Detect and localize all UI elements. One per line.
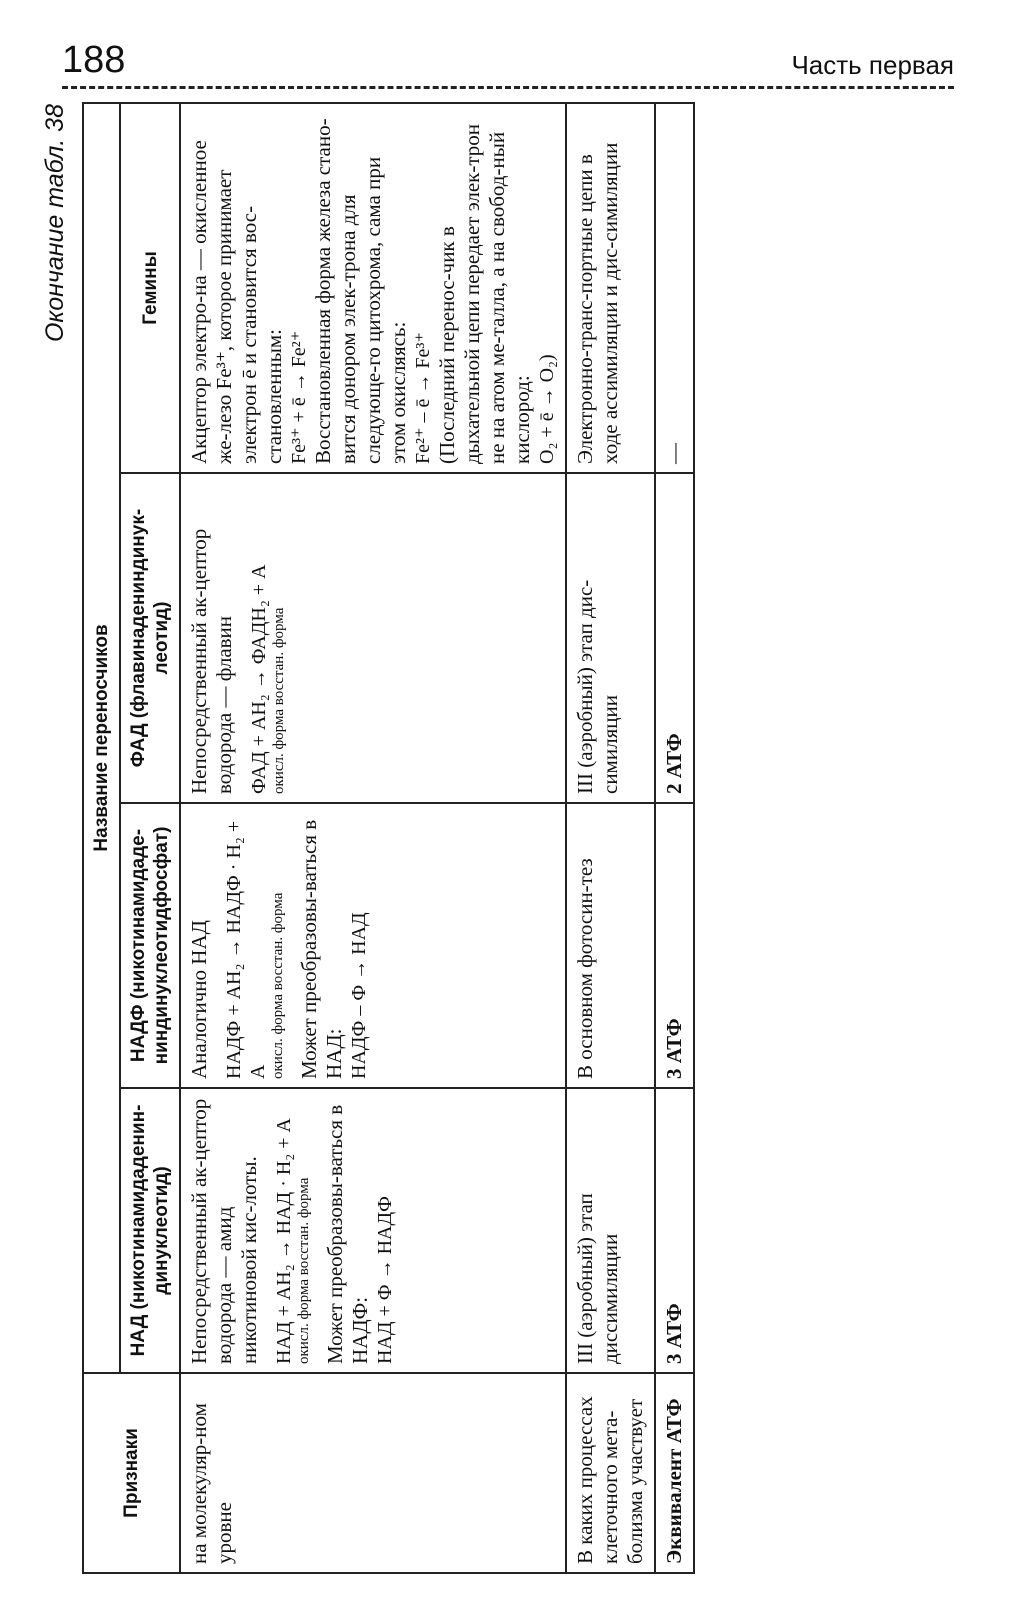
fad-description: Непосредственный ак-цептор водорода — флавин xyxy=(187,528,236,794)
carriers-group-header: Название переносчиков xyxy=(83,103,120,1373)
nadf-description: Аналогично НАД xyxy=(187,920,211,1079)
cell-nadf-molecular xyxy=(180,803,566,1088)
nadf-equation-note: окисл. форма восстан. форма xyxy=(270,892,286,1079)
row-label-process: В каких процессах клеточного мета-болизма участвует xyxy=(566,1373,655,1573)
hemin-text-3: (Последний перенос-чик в дыхательной цепи передает элек-трон не на атом ме-талла, а на свобод-ный кислород: xyxy=(435,123,534,464)
cell-hemin-molecular xyxy=(180,103,566,473)
hemin-equation-2: Fe²⁺ – ē → Fe³⁺ xyxy=(412,332,434,464)
nadf-equation: НАДФ + АН₂ → НАДФ · Н₂ + А xyxy=(223,820,269,1079)
nadf-conversion-equation: НАДФ – Ф → НАД xyxy=(348,912,370,1079)
row-label-molecular: на молекуляр-ном уровне xyxy=(180,1373,566,1573)
carriers-table xyxy=(82,102,695,1574)
fad-equation: ФАД + АН₂ → ФАДН₂ + А xyxy=(248,564,270,794)
fad-equation-note: окисл. форма восстан. форма xyxy=(271,607,287,794)
hemin-text-1: Акцептор электро-на — окисленное же-лезо Fe³⁺, которое принимает электрон ē и становится вос-становленным: xyxy=(187,140,286,464)
header-divider xyxy=(62,86,954,89)
nad-description: Непосредственный ак-цептор водорода — амид никотиновой кис-лоты. xyxy=(187,1098,261,1364)
table-caption: Окончание табл. 38 xyxy=(41,104,69,343)
cell-nadf-process: В основном фотосин-тез xyxy=(566,803,655,1088)
hemin-header: Гемины xyxy=(120,103,180,473)
nad-conversion: Может преобразовы-ваться в НАДФ: xyxy=(323,1104,372,1364)
fad-header: ФАД (флавинадениндинук-леотид) xyxy=(120,473,180,803)
row-label-atp: Эквивалент АТФ xyxy=(655,1373,694,1573)
section-title: Часть первая xyxy=(791,50,954,80)
hemin-equation-3: O₂ + ē → O₂) xyxy=(536,354,558,464)
table-row-atp xyxy=(655,103,694,1573)
features-header: Признаки xyxy=(83,1373,180,1573)
header-row-2 xyxy=(120,103,180,1573)
cell-nad-molecular xyxy=(180,1088,566,1373)
cell-fad-process: III (аэробный) этап дис-симиляции xyxy=(566,473,655,803)
cell-fad-molecular xyxy=(180,473,566,803)
header-row-1 xyxy=(83,103,120,1573)
nadf-conversion: Может преобразовы-ваться в НАД: xyxy=(297,819,346,1079)
cell-nad-atp: 3 АТФ xyxy=(655,1088,694,1373)
nad-conversion-equation: НАД + Ф → НАДФ xyxy=(374,1196,396,1364)
table-row-process xyxy=(566,103,655,1573)
hemin-equation-1: Fe³⁺ + ē → Fe²⁺ xyxy=(288,330,310,464)
cell-nadf-atp: 3 АТФ xyxy=(655,803,694,1088)
page-number: 188 xyxy=(62,39,126,81)
nad-equation: НАД + АН₂ → НАД · Н₂ + А xyxy=(273,1118,295,1364)
rotated-table-area xyxy=(41,104,964,1574)
hemin-text-2: Восстановленная форма железа стано-вится донором элек-трона для следующе-го цитохрома, сама при этом окисляясь: xyxy=(311,118,410,464)
cell-fad-atp: 2 АТФ xyxy=(655,473,694,803)
cell-nad-process: III (аэробный) этап диссимиляции xyxy=(566,1088,655,1373)
page-header xyxy=(62,38,954,90)
nad-equation-note: окисл. форма восстан. форма xyxy=(296,1177,312,1364)
cell-hemin-atp: — xyxy=(655,103,694,473)
nad-header: НАД (никотинамидаденин-динуклеотид) xyxy=(120,1088,180,1373)
cell-hemin-process: Электронно-транс-портные цепи в ходе ассимиляции и дис-симиляции xyxy=(566,103,655,473)
table-row-molecular xyxy=(180,103,566,1573)
nadf-header: НАДФ (никотинамидаде-ниндинуклеотидфосфат) xyxy=(120,803,180,1088)
